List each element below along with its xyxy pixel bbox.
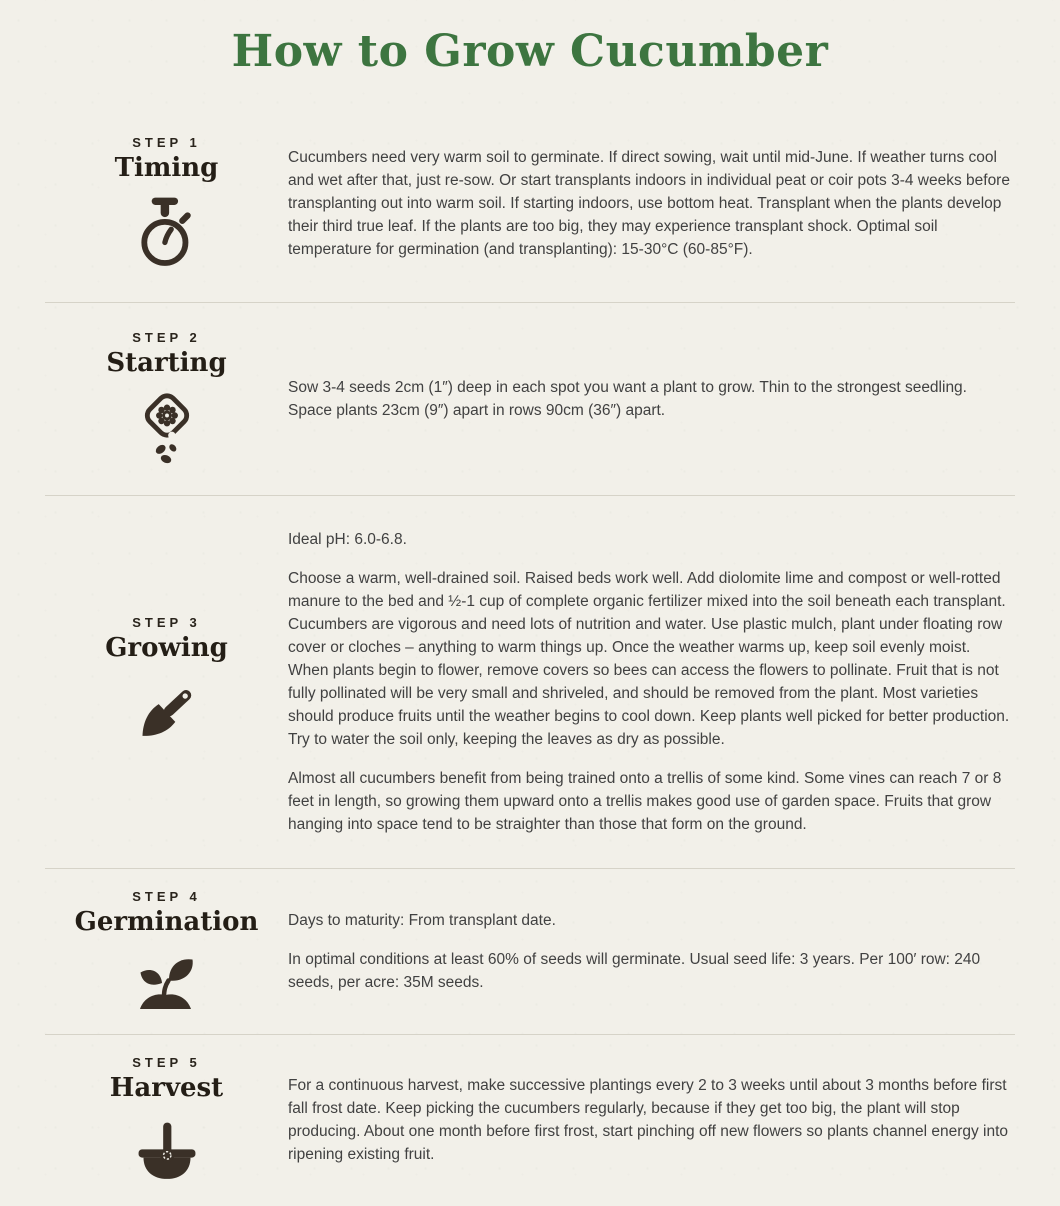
step-label: STEP 3 [132, 614, 201, 630]
step-label: STEP 4 [132, 889, 201, 904]
step-heading-block [45, 135, 288, 272]
step-section-growing [0, 496, 1060, 868]
step-paragraph: Ideal pH: 6.0-6.8. [288, 531, 407, 548]
step-text-block [288, 909, 1012, 994]
stopwatch-icon [45, 196, 288, 272]
step-paragraph: Cucumbers need very warm soil to germinate. If direct sowing, wait until mid-June. If weather turns cool and wet after that, just re-sow. Or start transplants indoors in individual peat or coir pots 3-4 weeks before transplanting out into warm soil. If starting indoors, use bottom heat. Transplant when the plants develop their third true leaf. If the plants are too big, they may experience transplant shock. Optimal soil temperature for germination (and transplanting): 15-30°C (60-85°F). [288, 149, 1010, 258]
step-section-timing [0, 105, 1060, 302]
step-label: STEP 5 [132, 1054, 201, 1070]
step-title: Germination [74, 907, 259, 937]
page-header [0, 0, 1060, 105]
step-title: Harvest [109, 1072, 224, 1103]
step-paragraph: For a continuous harvest, make successive plantings every 2 to 3 weeks until about 3 months before first fall frost date. Keep picking the cucumbers regularly, because if they get too big, the plant will stop producing. About one month before first frost, start pinching off new flowers so plants channel energy into ripening existing fruit. [288, 1077, 1009, 1163]
step-paragraph: Sow 3-4 seeds 2cm (1″) deep in each spot you want a plant to grow. Thin to the strongest seedling. Space plants 23cm (9″) apart in rows 90cm (36″) apart. [288, 379, 967, 419]
step-text-block [288, 1074, 1012, 1166]
step-title: Timing [114, 153, 219, 183]
step-text-block [288, 376, 1012, 422]
step-paragraph: Almost all cucumbers benefit from being trained onto a trellis of some kind. Some vines can reach 7 or 8 feet in length, so growing them upward onto a trellis makes good use of garden space. Fruits that grow hanging into space tend to be straighter than those that form on the ground. [288, 770, 1002, 833]
step-section-starting [0, 303, 1060, 495]
sprout-icon [45, 950, 288, 1014]
step-section-germination [0, 869, 1060, 1034]
step-paragraph: Choose a warm, well-drained soil. Raised beds work well. Add diolomite lime and compost or well-rotted manure to the bed and ½-1 cup of complete organic fertilizer mixed into the soil beneath each transplant. Cucumbers are vigorous and need lots of nutrition and water. Use plastic mulch, plant under floating row cover or cloches – anything to warm things up. Once the weather warms up, keep soil evenly moist. When plants begin to flower, remove covers so bees can access the flowers to pollinate. Fruit that is not fully pollinated will be very small and shriveled, and should be removed from the plant. Most varieties should produce fruits until the weather begins to cool down. Keep plants well picked for better production. Try to water the soil only, keeping the leaves as dry as possible. [288, 570, 1010, 748]
step-text-block [288, 146, 1012, 261]
step-text-block [288, 528, 1012, 836]
step-heading-block [45, 330, 288, 469]
step-title: Starting [106, 347, 227, 378]
step-section-harvest [0, 1035, 1060, 1205]
step-heading-block [45, 1055, 288, 1186]
step-label: STEP 1 [132, 135, 201, 150]
step-paragraph: Days to maturity: From transplant date. [288, 912, 556, 929]
page-title: How to Grow Cucumber [231, 26, 829, 77]
step-heading-block [45, 615, 288, 750]
step-label: STEP 2 [132, 329, 201, 345]
step-heading-block [45, 889, 288, 1014]
trowel-icon [45, 676, 288, 750]
step-paragraph: In optimal conditions at least 60% of seeds will germinate. Usual seed life: 3 years. Per 100′ row: 240 seeds, per acre: 35M seeds. [288, 951, 981, 991]
seed-packet-icon [45, 391, 288, 469]
step-title: Growing [105, 632, 228, 663]
harvest-basket-icon [45, 1116, 288, 1186]
